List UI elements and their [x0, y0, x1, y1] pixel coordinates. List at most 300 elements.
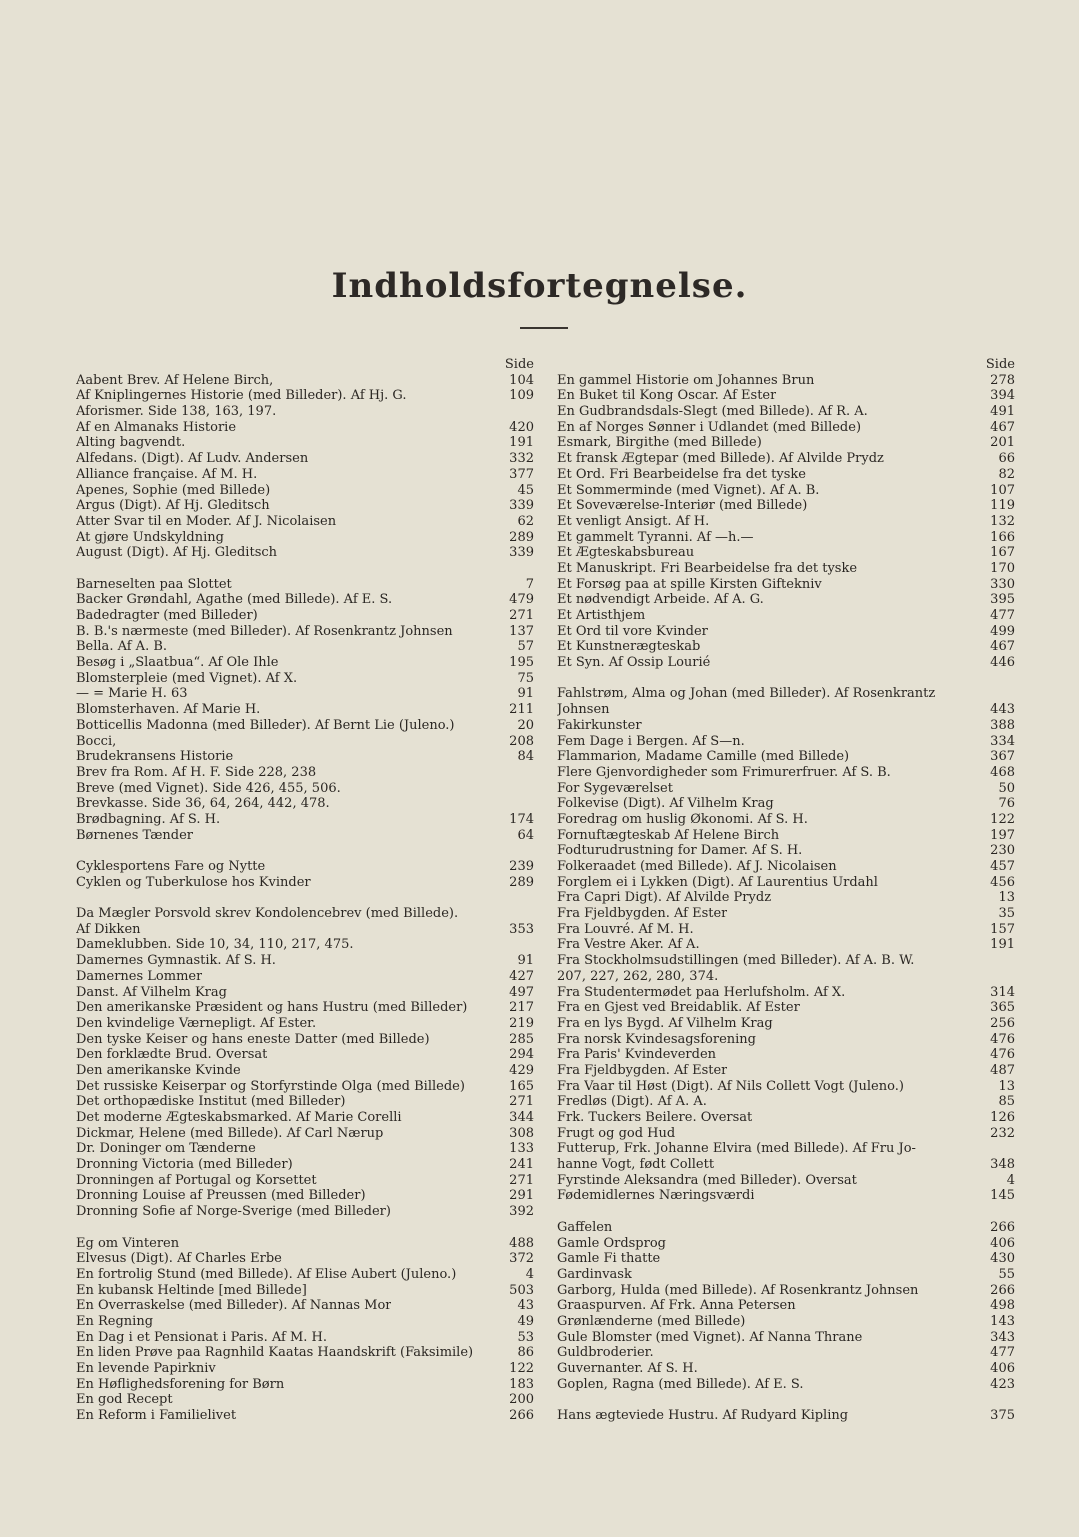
index-entry — [76, 404, 534, 420]
entry-title: Forglem ei i Lykken (Digt). Af Laurentius Urdahl — [557, 874, 878, 890]
title-divider — [520, 327, 568, 329]
index-entry — [76, 624, 534, 640]
entry-title: Dronning Louise af Preussen (med Billeder) — [76, 1188, 366, 1204]
entry-page: 271 — [509, 1094, 534, 1110]
entry-title: Da Mægler Porsvold skrev Kondolencebrev (med Billede). — [76, 906, 459, 922]
index-entry — [76, 859, 534, 875]
entry-page: 45 — [517, 482, 534, 498]
index-entry — [557, 514, 1015, 530]
index-entry — [76, 1204, 534, 1220]
entry-title: Hans ægteviede Hustru. Af Rudyard Kipling — [557, 1408, 849, 1424]
index-entry — [76, 1047, 534, 1063]
page-column-header: Side — [985, 357, 1015, 372]
entry-title: Dronning Victoria (med Billeder) — [76, 1157, 293, 1173]
entry-title: Bella. Af A. B. — [76, 639, 168, 655]
index-entry — [76, 734, 534, 750]
index-entry — [557, 1157, 1015, 1173]
entry-page: 266 — [990, 1219, 1015, 1235]
entry-title: Gule Blomster (med Vignet). Af Nanna Thrane — [557, 1329, 863, 1345]
entry-title: Futterup, Frk. Johanne Elvira (med Billede). Af Fru Jo- — [557, 1141, 916, 1157]
index-entry — [557, 1251, 1015, 1267]
entry-title: Af en Almanaks Historie — [76, 419, 237, 435]
entry-page: 503 — [509, 1282, 534, 1298]
entry-page: 62 — [517, 513, 534, 529]
index-entry — [557, 420, 1015, 436]
index-entry — [76, 953, 534, 969]
index-entry — [76, 1298, 534, 1314]
index-entry — [76, 420, 534, 436]
entry-page: 82 — [998, 466, 1015, 482]
index-entry — [557, 388, 1015, 404]
section-gap — [557, 1204, 1015, 1220]
index-entry — [76, 718, 534, 734]
index-entry — [76, 1377, 534, 1393]
entry-page: 145 — [990, 1188, 1015, 1204]
entry-title: August (Digt). Af Hj. Gleditsch — [76, 545, 278, 561]
entry-page: 217 — [509, 1000, 534, 1016]
index-entry — [76, 1032, 534, 1048]
index-entry — [557, 404, 1015, 420]
index-entry — [76, 1267, 534, 1283]
index-entry — [557, 1314, 1015, 1330]
entry-page: 183 — [509, 1376, 534, 1392]
page-title: Indholdsfortegnelse. — [331, 266, 748, 306]
entry-list — [76, 373, 534, 1424]
entry-page: 191 — [509, 435, 534, 451]
index-entry — [76, 1141, 534, 1157]
entry-title: Breve (med Vignet). Side 426, 455, 506. — [76, 780, 341, 796]
index-entry — [557, 1283, 1015, 1299]
entry-title: En fortrolig Stund (med Billede). Af Elise Aubert (Juleno.) — [76, 1266, 457, 1282]
entry-title: Dr. Doninger om Tænderne — [76, 1141, 256, 1157]
entry-title: Et Ord til vore Kvinder — [557, 623, 708, 639]
index-entry — [76, 1173, 534, 1189]
index-entry — [557, 843, 1015, 859]
entry-page: 104 — [509, 372, 534, 388]
entry-title: Fra Vaar til Høst (Digt). Af Nils Collett Vogt (Juleno.) — [557, 1078, 904, 1094]
entry-title: Fredløs (Digt). Af A. A. — [557, 1094, 707, 1110]
entry-title: Cyklen og Tuberkulose hos Kvinder — [76, 874, 311, 890]
entry-title: Fra Fjeldbygden. Af Ester — [557, 906, 728, 922]
entry-title: Et Ægteskabsbureau — [557, 545, 695, 561]
entry-title: Brevkasse. Side 36, 64, 264, 442, 478. — [76, 796, 330, 812]
entry-title: Aabent Brev. Af Helene Birch, — [76, 372, 274, 388]
entry-page: 197 — [990, 827, 1015, 843]
entry-title: Et Kunstnerægteskab — [557, 639, 701, 655]
index-entry — [76, 498, 534, 514]
entry-title: En Overraskelse (med Billeder). Af Nannas Mor — [76, 1298, 392, 1314]
index-entry — [557, 483, 1015, 499]
index-entry — [557, 875, 1015, 891]
entry-title: Fødemidlernes Næringsværdi — [557, 1188, 755, 1204]
entry-title: Cyklesportens Fare og Nytte — [76, 859, 266, 874]
index-entry — [557, 1330, 1015, 1346]
entry-page: 91 — [517, 686, 534, 702]
index-entry — [557, 828, 1015, 844]
index-entry — [557, 1094, 1015, 1110]
entry-title: Fra Paris' Kvindeverden — [557, 1047, 717, 1063]
entry-page: 208 — [509, 733, 534, 749]
index-entry — [557, 796, 1015, 812]
entry-title: Et Soveværelse-Interiør (med Billede) — [557, 498, 808, 514]
entry-title: Danst. Af Vilhelm Krag — [76, 984, 227, 1000]
entry-title: Gamle Fi thatte — [557, 1251, 661, 1267]
index-entry — [557, 1110, 1015, 1126]
index-entry — [557, 1016, 1015, 1032]
entry-page: 86 — [517, 1345, 534, 1361]
entry-page: 330 — [990, 576, 1015, 592]
index-entry — [76, 483, 534, 499]
entry-page: 353 — [509, 921, 534, 937]
entry-page: 167 — [990, 545, 1015, 561]
index-entry — [557, 1361, 1015, 1377]
entry-page: 230 — [990, 843, 1015, 859]
entry-page: 476 — [990, 1031, 1015, 1047]
entry-page: 241 — [509, 1157, 534, 1173]
entry-title: Gaffelen — [557, 1219, 613, 1235]
section-gap — [76, 561, 534, 577]
entry-title: Eg om Vinteren — [76, 1235, 180, 1251]
index-entry — [557, 1298, 1015, 1314]
entry-title: En liden Prøve paa Ragnhild Kaatas Haandskrift (Faksimile) — [76, 1345, 474, 1361]
index-entry — [557, 1220, 1015, 1236]
index-entry — [76, 1079, 534, 1095]
index-entry — [557, 1000, 1015, 1016]
entry-page: 132 — [990, 513, 1015, 529]
index-entry — [557, 718, 1015, 734]
index-entry — [76, 451, 534, 467]
entry-page: 334 — [990, 733, 1015, 749]
entry-page: 457 — [990, 859, 1015, 874]
entry-title: Damernes Lommer — [76, 968, 203, 984]
entry-title: Et Syn. Af Ossip Lourié — [557, 655, 711, 671]
entry-page: 200 — [509, 1392, 534, 1408]
entry-page: 211 — [509, 702, 534, 718]
entry-title: Bocci, — [76, 733, 117, 749]
entry-title: Esmark, Birgithe (med Billede) — [557, 435, 762, 451]
entry-title: Argus (Digt). Af Hj. Gleditsch — [76, 498, 270, 514]
index-entry — [557, 1079, 1015, 1095]
entry-title: Et fransk Ægtepar (med Billede). Af Alvilde Prydz — [557, 451, 884, 467]
index-entry — [76, 985, 534, 1001]
entry-title: Et Sommerminde (med Vignet). Af A. B. — [557, 482, 820, 498]
entry-title: For Sygeværelset — [557, 780, 673, 796]
entry-title: Foredrag om huslig Økonomi. Af S. H. — [557, 811, 808, 827]
entry-page: 109 — [509, 388, 534, 404]
index-entry — [557, 1345, 1015, 1361]
entry-page: 375 — [990, 1408, 1015, 1424]
index-entry — [557, 451, 1015, 467]
index-entry — [557, 608, 1015, 624]
entry-page: 266 — [990, 1282, 1015, 1298]
index-entry — [76, 686, 534, 702]
page-column-header: Side — [504, 357, 534, 372]
entry-title: Et gammelt Tyranni. Af —h.— — [557, 529, 754, 545]
entry-page: 133 — [509, 1141, 534, 1157]
entry-page: 232 — [990, 1125, 1015, 1141]
entry-page: 170 — [990, 560, 1015, 576]
entry-title: Et Manuskript. Fri Bearbeidelse fra det tyske — [557, 560, 858, 576]
index-entry — [557, 890, 1015, 906]
entry-page: 219 — [509, 1015, 534, 1031]
entry-title: Fra en Gjest ved Breidablik. Af Ester — [557, 1000, 800, 1016]
entry-list — [557, 373, 1015, 1424]
index-entry — [76, 1110, 534, 1126]
entry-title: Fra Louvré. Af M. H. — [557, 921, 694, 937]
entry-title: Brev fra Rom. Af H. F. Side 228, 238 — [76, 764, 317, 780]
entry-page: 343 — [990, 1329, 1015, 1345]
entry-title: Den tyske Keiser og hans eneste Datter (med Billede) — [76, 1031, 430, 1047]
index-column-left — [76, 357, 534, 1424]
index-entry — [76, 1063, 534, 1079]
entry-title: Backer Grøndahl, Agathe (med Billede). Af E. S. — [76, 592, 393, 608]
index-entry — [76, 467, 534, 483]
entry-page: 271 — [509, 608, 534, 623]
entry-page: 332 — [509, 451, 534, 467]
entry-title: Apenes, Sophie (med Billede) — [76, 482, 271, 498]
index-entry — [76, 1236, 534, 1252]
entry-title: Fra en lys Bygd. Af Vilhelm Krag — [557, 1015, 773, 1031]
entry-page: 85 — [998, 1094, 1015, 1110]
index-entry — [76, 639, 534, 655]
index-column-right — [557, 357, 1015, 1424]
entry-title: Den amerikanske Præsident og hans Hustru (med Billeder) — [76, 1000, 468, 1016]
entry-title: Fra Fjeldbygden. Af Ester — [557, 1062, 728, 1078]
entry-title: Grønlænderne (med Billede) — [557, 1313, 746, 1329]
entry-page: 479 — [509, 592, 534, 608]
index-entry — [76, 514, 534, 530]
entry-page: 294 — [509, 1047, 534, 1063]
entry-page: 13 — [998, 890, 1015, 906]
index-entry — [76, 749, 534, 765]
index-entry — [76, 1251, 534, 1267]
entry-page: 498 — [990, 1298, 1015, 1314]
entry-page: 137 — [509, 623, 534, 639]
entry-page: 477 — [990, 608, 1015, 623]
entry-title: Dameklubben. Side 10, 34, 110, 217, 475. — [76, 937, 354, 953]
entry-title: Fornuftægteskab Af Helene Birch — [557, 827, 780, 843]
entry-title: En Dag i et Pensionat i Paris. Af M. H. — [76, 1329, 327, 1345]
entry-title: Atter Svar til en Moder. Af J. Nicolaisen — [76, 513, 337, 529]
entry-page: 157 — [990, 921, 1015, 937]
entry-page: 165 — [509, 1078, 534, 1094]
entry-page: 76 — [998, 796, 1015, 812]
entry-title: Det russiske Keiserpar og Storfyrstinde Olga (med Billede) — [76, 1078, 465, 1094]
index-entry — [76, 1392, 534, 1408]
index-entry — [76, 1408, 534, 1424]
entry-page: 84 — [517, 749, 534, 765]
index-entry — [76, 388, 534, 404]
index-entry — [557, 1141, 1015, 1157]
entry-title: Botticellis Madonna (med Billeder). Af Bernt Lie (Juleno.) — [76, 717, 455, 733]
entry-page: 4 — [1006, 1172, 1015, 1188]
entry-title: Blomsterpleie (med Vignet). Af X. — [76, 670, 298, 686]
entry-title: Besøg i „Slaatbua“. Af Ole Ihle — [76, 655, 279, 671]
entry-title: Johnsen — [557, 702, 610, 718]
index-entry — [76, 545, 534, 561]
index-entry — [76, 796, 534, 812]
entry-title: Et Ord. Fri Bearbeidelse fra det tyske — [557, 466, 806, 482]
entry-page: 289 — [509, 529, 534, 545]
entry-page: 499 — [990, 623, 1015, 639]
entry-title: Gardinvask — [557, 1266, 632, 1282]
entry-title: Alliance française. Af M. H. — [76, 466, 258, 482]
entry-title: Frugt og god Hud — [557, 1125, 676, 1141]
index-entry — [76, 765, 534, 781]
entry-title: hanne Vogt, født Collett — [557, 1157, 715, 1173]
entry-title: En Gudbrandsdals-Slegt (med Billede). Af R. A. — [557, 404, 868, 420]
entry-title: Børnenes Tænder — [76, 827, 194, 843]
entry-page: 394 — [990, 388, 1015, 404]
entry-page: 477 — [990, 1345, 1015, 1361]
entry-title: En levende Papirkniv — [76, 1361, 216, 1376]
entry-page: 420 — [509, 419, 534, 435]
index-entry — [557, 1173, 1015, 1189]
index-entry — [557, 702, 1015, 718]
entry-page: 406 — [990, 1235, 1015, 1251]
index-entry — [557, 969, 1015, 985]
entry-page: 201 — [990, 435, 1015, 451]
entry-page: 271 — [509, 1172, 534, 1188]
entry-page: 467 — [990, 639, 1015, 655]
entry-page: 308 — [509, 1125, 534, 1141]
index-entry — [76, 781, 534, 797]
entry-page: 49 — [517, 1313, 534, 1329]
entry-title: Et venligt Ansigt. Af H. — [557, 513, 710, 529]
entry-title: At gjøre Undskyldning — [76, 529, 224, 545]
entry-page: 476 — [990, 1047, 1015, 1063]
entry-title: Dronning Sofie af Norge-Sverige (med Billeder) — [76, 1204, 391, 1220]
entry-page: 107 — [990, 482, 1015, 498]
entry-page: 467 — [990, 419, 1015, 435]
index-entry — [557, 781, 1015, 797]
section-gap — [76, 843, 534, 859]
entry-page: 57 — [517, 639, 534, 655]
entry-title: Dickmar, Helene (med Billede). Af Carl Nærup — [76, 1125, 384, 1141]
index-entry — [557, 561, 1015, 577]
entry-page: 423 — [990, 1376, 1015, 1392]
index-entry — [76, 1330, 534, 1346]
section-gap — [557, 671, 1015, 687]
entry-page: 392 — [509, 1204, 534, 1220]
entry-page: 348 — [990, 1157, 1015, 1173]
entry-page: 278 — [990, 372, 1015, 388]
entry-page: 427 — [509, 968, 534, 984]
index-entry — [76, 875, 534, 891]
entry-title: Dronningen af Portugal og Korsettet — [76, 1172, 317, 1188]
entry-page: 365 — [990, 1000, 1015, 1016]
entry-title: Goplen, Ragna (med Billede). Af E. S. — [557, 1376, 804, 1392]
entry-title: — = Marie H. 63 — [76, 686, 188, 702]
entry-title: Fakirkunster — [557, 717, 642, 733]
entry-title: Den kvindelige Værnepligt. Af Ester. — [76, 1015, 317, 1031]
entry-page: 35 — [998, 906, 1015, 922]
entry-title: Fra Studentermødet paa Herlufsholm. Af X. — [557, 984, 846, 1000]
index-entry — [76, 1016, 534, 1032]
entry-title: Elvesus (Digt). Af Charles Erbe — [76, 1251, 282, 1267]
entry-page: 122 — [509, 1361, 534, 1376]
index-entry — [557, 749, 1015, 765]
entry-page: 314 — [990, 984, 1015, 1000]
entry-page: 430 — [990, 1251, 1015, 1267]
entry-title: Fra Capri Digt). Af Alvilde Prydz — [557, 890, 772, 906]
entry-page: 91 — [517, 953, 534, 969]
entry-page: 443 — [990, 702, 1015, 718]
entry-title: Graaspurven. Af Frk. Anna Petersen — [557, 1298, 796, 1314]
index-entry — [76, 906, 534, 922]
entry-title: Et Artisthjem — [557, 608, 646, 623]
entry-title: Barneselten paa Slottet — [76, 576, 232, 592]
entry-page: 126 — [990, 1110, 1015, 1125]
entry-title: Den forklædte Brud. Oversat — [76, 1047, 268, 1063]
index-entry — [76, 592, 534, 608]
index-entry — [76, 1345, 534, 1361]
index-entry — [76, 1283, 534, 1299]
entry-page: 289 — [509, 874, 534, 890]
entry-page: 143 — [990, 1313, 1015, 1329]
entry-page: 388 — [990, 717, 1015, 733]
entry-page: 487 — [990, 1062, 1015, 1078]
index-entry — [557, 1408, 1015, 1424]
entry-title: Flere Gjenvordigheder som Frimurerfruer. Af S. B. — [557, 764, 891, 780]
index-entry — [76, 922, 534, 938]
entry-title: Det moderne Ægteskabsmarked. Af Marie Corelli — [76, 1110, 402, 1125]
entry-title: En af Norges Sønner i Udlandet (med Billede) — [557, 419, 862, 435]
entry-page: 491 — [990, 404, 1015, 420]
index-entry — [557, 1377, 1015, 1393]
entry-page: 377 — [509, 466, 534, 482]
index-entry — [557, 1032, 1015, 1048]
index-entry — [557, 686, 1015, 702]
entry-title: Fahlstrøm, Alma og Johan (med Billeder). Af Rosenkrantz — [557, 686, 936, 702]
index-entry — [557, 985, 1015, 1001]
entry-title: Folkeraadet (med Billede). Af J. Nicolaisen — [557, 859, 837, 874]
entry-title: En Reform i Familielivet — [76, 1408, 237, 1424]
index-entry — [557, 545, 1015, 561]
section-gap — [76, 890, 534, 906]
entry-page: 291 — [509, 1188, 534, 1204]
entry-page: 372 — [509, 1251, 534, 1267]
index-entry — [557, 953, 1015, 969]
index-entry — [557, 859, 1015, 875]
entry-title: Flammarion, Madame Camille (med Billede) — [557, 749, 850, 765]
index-entry — [76, 1126, 534, 1142]
entry-title: En gammel Historie om Johannes Brun — [557, 372, 815, 388]
entry-page: 55 — [998, 1266, 1015, 1282]
entry-title: Damernes Gymnastik. Af S. H. — [76, 953, 276, 969]
entry-title: Alfedans. (Digt). Af Ludv. Andersen — [76, 451, 309, 467]
index-entry — [76, 530, 534, 546]
entry-page: 256 — [990, 1015, 1015, 1031]
index-entry — [76, 969, 534, 985]
entry-title: Guvernanter. Af S. H. — [557, 1361, 698, 1376]
entry-title: Garborg, Hulda (med Billede). Af Rosenkrantz Johnsen — [557, 1282, 919, 1298]
index-entry — [557, 577, 1015, 593]
index-entry — [76, 828, 534, 844]
entry-title: Den amerikanske Kvinde — [76, 1062, 241, 1078]
entry-page: 339 — [509, 545, 534, 561]
index-entry — [76, 577, 534, 593]
entry-title: Det orthopædiske Institut (med Billeder) — [76, 1094, 346, 1110]
entry-page: 50 — [998, 780, 1015, 796]
index-entry — [557, 498, 1015, 514]
entry-title: Et Forsøg paa at spille Kirsten Giftekniv — [557, 576, 822, 592]
entry-title: Fra norsk Kvindesagsforening — [557, 1031, 756, 1047]
index-entry — [76, 435, 534, 451]
entry-title: En Høflighedsforening for Børn — [76, 1376, 285, 1392]
index-entry — [557, 1188, 1015, 1204]
entry-page: 406 — [990, 1361, 1015, 1376]
